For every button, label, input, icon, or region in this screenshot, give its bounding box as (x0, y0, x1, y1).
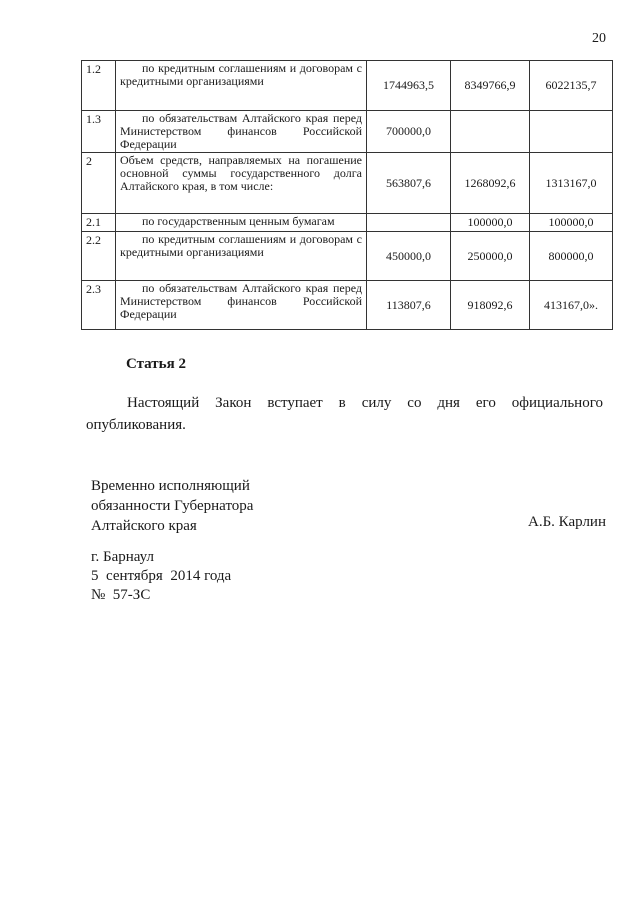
value-cell: 800000,0 (530, 232, 613, 281)
table-row (82, 232, 613, 281)
value-cell: 1268092,6 (451, 153, 530, 214)
row-description: по обязательствам Алтайского края перед Министерством финансов Российской Федерации (116, 111, 367, 153)
debt-repayment-table (81, 60, 613, 330)
row-description: по кредитным соглашениям и договорам с кредитными организациями (116, 61, 367, 111)
row-code: 1.2 (82, 61, 116, 111)
row-description: по государственным ценным бумагам (116, 214, 367, 232)
page-number: 20 (592, 31, 606, 46)
article-title: Статья 2 (126, 356, 186, 372)
position-line: Алтайского края (91, 518, 197, 534)
table-row (82, 281, 613, 330)
value-cell: 1744963,5 (367, 61, 451, 111)
row-code: 2.3 (82, 281, 116, 330)
row-description: Объем средств, направляемых на погашение основной суммы государственного долга Алтайского края, в том числе: (116, 153, 367, 214)
value-cell: 113807,6 (367, 281, 451, 330)
position-line: обязанности Губернатора (91, 498, 254, 514)
value-cell (367, 214, 451, 232)
row-code: 1.3 (82, 111, 116, 153)
value-cell: 413167,0». (530, 281, 613, 330)
table-row (82, 153, 613, 214)
signatory-name: А.Б. Карлин (527, 514, 606, 530)
value-cell: 100000,0 (530, 214, 613, 232)
value-cell: 8349766,9 (451, 61, 530, 111)
value-cell: 250000,0 (451, 232, 530, 281)
place-and-date (91, 548, 231, 605)
table-row (82, 214, 613, 232)
row-code: 2 (82, 153, 116, 214)
position-line: Временно исполняющий (91, 478, 250, 494)
city: г. Барнаул (91, 549, 154, 565)
value-cell (530, 111, 613, 153)
table-row (82, 111, 613, 153)
value-cell: 450000,0 (367, 232, 451, 281)
signing-date: 5 сентября 2014 года (91, 568, 232, 584)
value-cell: 1313167,0 (530, 153, 613, 214)
value-cell: 563807,6 (367, 153, 451, 214)
signatory-position (91, 476, 253, 536)
row-description: по обязательствам Алтайского края перед Министерством финансов Российской Федерации (116, 281, 367, 330)
article-text: Настоящий Закон вступает в силу со дня его официального опубликования. (86, 395, 603, 433)
law-number: № 57-ЗС (91, 587, 151, 603)
value-cell: 100000,0 (451, 214, 530, 232)
row-description: по кредитным соглашениям и договорам с кредитными организациями (116, 232, 367, 281)
table-row (82, 61, 613, 111)
value-cell (451, 111, 530, 153)
row-code: 2.1 (82, 214, 116, 232)
value-cell: 700000,0 (367, 111, 451, 153)
row-code: 2.2 (82, 232, 116, 281)
value-cell: 6022135,7 (530, 61, 613, 111)
value-cell: 918092,6 (451, 281, 530, 330)
